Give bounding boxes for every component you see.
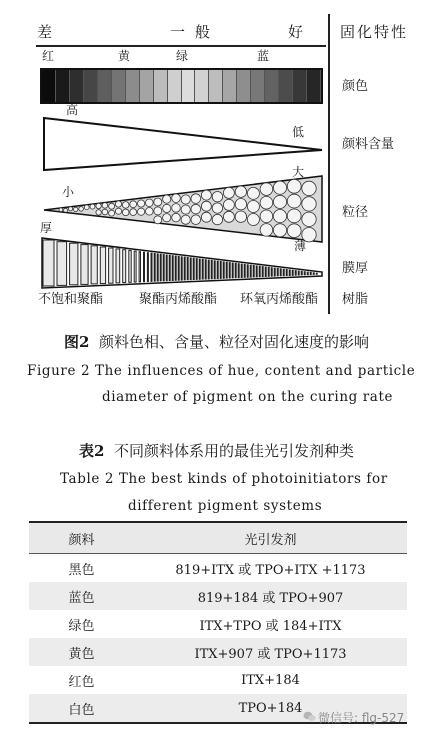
particle-circle <box>146 208 154 216</box>
thickness-slice <box>223 262 224 278</box>
thickness-slice <box>304 272 305 275</box>
thickness-slice <box>280 269 281 276</box>
thickness-slice <box>250 265 251 277</box>
thickness-slice <box>211 260 212 278</box>
thickness-slice <box>190 258 191 280</box>
particle-circle <box>260 210 273 223</box>
figure-caption-en-line2: diameter of pigment on the curing rate <box>102 389 394 405</box>
pigment-cell: 黄色 <box>68 646 95 662</box>
particle-circle <box>115 208 121 214</box>
thickness-slice <box>289 270 290 276</box>
particle-circle <box>235 186 246 197</box>
content-high-label: 高 <box>66 103 79 117</box>
row-label-particle-size: 粒径 <box>342 205 369 220</box>
particle-circle <box>201 190 211 200</box>
thickness-slice <box>134 251 136 282</box>
thickness-slice <box>241 264 242 277</box>
particle-circle <box>247 187 259 199</box>
watermark-text: 微信号: flg-527 <box>318 711 405 725</box>
header-photoinitiator: 光引发剂 <box>244 532 297 548</box>
colorbar-segment <box>126 70 140 102</box>
particle-circle <box>223 211 234 222</box>
thickness-slice <box>147 253 148 282</box>
thickness-slice <box>151 253 152 281</box>
table-title-en-line1: Table 2 The best kinds of photoinitiators for <box>60 471 388 487</box>
thickness-slice <box>274 268 275 276</box>
thickness-slice <box>259 266 260 277</box>
thickness-thin-label: 薄 <box>294 239 307 253</box>
thickness-slice <box>163 255 164 281</box>
particle-circle <box>273 210 286 223</box>
figure-caption-number: 图2 <box>64 333 90 351</box>
thickness-slice <box>262 267 263 277</box>
resin-unsaturated-polyester: 不饱和聚酯 <box>38 292 104 307</box>
hue-colorbar <box>40 68 323 104</box>
thickness-slice <box>139 252 140 282</box>
table-row <box>29 638 407 666</box>
thickness-slice <box>205 260 206 279</box>
thickness-thick-label: 厚 <box>40 221 53 235</box>
thickness-slice <box>184 257 185 280</box>
thickness-slice <box>172 256 173 281</box>
thickness-slice <box>116 249 120 283</box>
particle-circle <box>172 213 181 222</box>
thickness-slice <box>217 261 218 278</box>
figure-caption-text: 颜料色相、含量、粒径对固化速度的影响 <box>98 333 369 351</box>
particle-circle <box>84 205 89 210</box>
thickness-slice <box>235 263 236 277</box>
thickness-slice <box>100 247 105 284</box>
particle-circle <box>102 203 108 209</box>
particle-circle <box>146 199 154 207</box>
table-title-zh <box>0 442 433 460</box>
particle-circle <box>191 194 201 204</box>
particle-circle <box>109 210 115 216</box>
thickness-slice <box>298 271 299 275</box>
particle-circle <box>273 224 286 237</box>
table-row <box>29 666 407 694</box>
thickness-slice <box>265 267 266 277</box>
thickness-slice <box>214 261 215 279</box>
particle-circle <box>273 195 286 208</box>
thickness-slice <box>70 243 78 285</box>
particle-circle <box>191 204 201 214</box>
particle-circle <box>74 207 78 211</box>
particle-circle <box>130 201 137 208</box>
particle-circle <box>163 204 171 212</box>
thickness-slice <box>196 259 197 280</box>
particle-circle <box>260 196 273 209</box>
thickness-slice <box>160 254 161 281</box>
particle-circle <box>138 200 145 207</box>
table-row <box>29 554 407 582</box>
wechat-icon <box>303 711 316 722</box>
particle-circle <box>223 187 234 198</box>
pigment-cell: 绿色 <box>68 618 95 634</box>
colorbar-segment <box>84 70 98 102</box>
particle-circle <box>302 197 316 211</box>
thickness-slice <box>283 269 284 276</box>
header-pigment: 颜料 <box>68 532 95 548</box>
particle-circle <box>181 215 190 224</box>
thickness-slice <box>81 245 88 285</box>
table-title-text: 不同颜料体系用的最佳光引发剂种类 <box>113 442 354 460</box>
particle-circle <box>247 214 259 226</box>
row-label-film-thickness: 膜厚 <box>342 261 369 276</box>
thickness-slice <box>157 254 158 281</box>
resin-epoxy-acrylate: 环氧丙烯酸酯 <box>240 292 319 307</box>
particle-circle <box>223 199 234 210</box>
header-poor: 差 <box>37 23 53 41</box>
colorbar-segment <box>182 70 196 102</box>
color-red-label: 红 <box>42 49 55 63</box>
thickness-slice <box>187 258 188 280</box>
pigment-cell: 蓝色 <box>68 590 95 606</box>
thickness-slice <box>238 264 239 278</box>
thickness-slice <box>247 265 248 278</box>
particle-circle <box>260 183 273 196</box>
table-title-en-line2: different pigment systems <box>128 498 323 514</box>
particle-circle <box>287 194 301 208</box>
particle-circle <box>68 207 72 211</box>
color-blue-label: 蓝 <box>257 49 270 63</box>
colorbar-segment <box>279 70 293 102</box>
thickness-slice <box>91 246 97 284</box>
thickness-slice <box>178 256 179 280</box>
particle-circle <box>59 208 63 212</box>
column-divider <box>328 14 330 314</box>
thickness-slice <box>220 262 221 279</box>
thickness-slice <box>109 248 113 283</box>
table-row <box>29 610 407 638</box>
color-green-label: 绿 <box>176 49 189 63</box>
particle-circle <box>154 216 162 224</box>
particle-circle <box>172 194 181 203</box>
particle-circle <box>96 203 101 208</box>
figure-caption-zh <box>0 333 433 351</box>
particle-circle <box>212 214 222 224</box>
figure-2 <box>0 0 433 318</box>
colorbar-segment <box>293 70 307 102</box>
thickness-slice <box>268 267 269 276</box>
particle-size-wedge <box>36 170 328 244</box>
thickness-slice <box>244 264 245 277</box>
colorbar-segment <box>56 70 70 102</box>
thickness-slice <box>277 268 278 276</box>
initiator-cell: 819+ITX 或 TPO+ITX +1173 <box>175 562 366 578</box>
colorbar-segment <box>98 70 112 102</box>
particle-circle <box>96 210 101 215</box>
initiator-cell: TPO+184 <box>238 700 303 716</box>
thickness-slice <box>181 257 182 280</box>
content-low-label: 低 <box>292 125 305 139</box>
table-number: 表2 <box>79 442 105 460</box>
pigment-cell: 黑色 <box>68 562 95 578</box>
particle-small-label: 小 <box>62 185 75 199</box>
particle-circle <box>273 181 286 194</box>
thickness-slice <box>154 254 155 282</box>
thickness-slice <box>229 263 230 278</box>
particle-circle <box>122 209 129 216</box>
particle-circle <box>235 211 246 222</box>
thickness-slice <box>232 263 233 278</box>
row-label-resin: 树脂 <box>342 292 369 307</box>
thickness-slice <box>253 266 254 278</box>
particle-circle <box>64 208 68 212</box>
particle-circle <box>302 212 316 226</box>
content-wedge <box>36 112 328 176</box>
thickness-slice <box>310 272 311 274</box>
thickness-slice <box>175 256 176 280</box>
particle-circle <box>260 224 273 237</box>
particle-circle <box>235 199 246 210</box>
initiator-cell: 819+184 或 TPO+907 <box>197 590 344 606</box>
thickness-slice <box>144 252 145 282</box>
particle-circle <box>163 214 171 222</box>
header-rule <box>36 45 326 47</box>
thickness-slice <box>307 272 308 275</box>
particle-circle <box>109 203 115 209</box>
thickness-slice <box>57 242 67 286</box>
particle-circle <box>154 198 162 206</box>
figure-caption-en-line1: Figure 2 The influences of hue, content and particle <box>27 363 416 379</box>
particle-circle <box>163 195 171 203</box>
colorbar-segment <box>209 70 223 102</box>
particle-circle <box>201 212 211 222</box>
initiator-cell: ITX+184 <box>241 672 300 688</box>
colorbar-segment <box>307 70 321 102</box>
colorbar-segment <box>251 70 265 102</box>
row-label-hue: 颜色 <box>342 79 369 94</box>
colorbar-segment <box>140 70 154 102</box>
thickness-slice <box>271 268 272 277</box>
header-good: 好 <box>288 23 304 41</box>
particle-circle <box>90 204 95 209</box>
particle-circle <box>130 209 137 216</box>
colorbar-segment <box>265 70 279 102</box>
particle-circle <box>247 201 259 213</box>
colorbar-segment <box>223 70 237 102</box>
particle-circle <box>287 209 301 223</box>
particle-circle <box>201 201 211 211</box>
colorbar-segment <box>154 70 168 102</box>
thickness-slice <box>193 258 194 279</box>
table-row <box>29 582 407 610</box>
initiator-cell: ITX+907 或 TPO+1173 <box>194 646 347 662</box>
resin-polyester-acrylate: 聚酯丙烯酸酯 <box>139 292 218 307</box>
table-header-row <box>29 523 407 554</box>
thickness-slice <box>292 270 293 275</box>
particle-circle <box>212 192 222 202</box>
pigment-initiator-table <box>29 521 407 724</box>
thickness-slice <box>226 262 227 278</box>
colorbar-segment <box>195 70 209 102</box>
thickness-slice <box>166 255 167 281</box>
particle-circle <box>172 204 181 213</box>
initiator-cell: ITX+TPO 或 184+ITX <box>199 618 342 634</box>
row-label-content: 颜料含量 <box>342 137 395 152</box>
thickness-slice <box>208 260 209 279</box>
colorbar-segment <box>70 70 84 102</box>
thickness-slice <box>43 240 54 286</box>
particle-circle <box>302 181 316 195</box>
thickness-slice <box>256 266 257 277</box>
particle-circle <box>79 207 84 212</box>
particle-circle <box>191 215 201 225</box>
thickness-slice <box>301 271 302 275</box>
particle-circle <box>154 207 162 215</box>
thickness-slice <box>199 259 200 279</box>
colorbar-segment <box>168 70 182 102</box>
header-average: 一般 <box>170 23 221 41</box>
curing-property-title: 固化特性 <box>340 23 409 41</box>
pigment-cell: 红色 <box>68 674 95 690</box>
particle-large-label: 大 <box>292 165 305 179</box>
particle-circle <box>122 202 129 209</box>
particle-circle <box>115 201 121 207</box>
thickness-slice <box>316 273 317 274</box>
particle-circle <box>102 209 108 215</box>
particle-circle <box>138 208 145 215</box>
colorbar-segment <box>112 70 126 102</box>
particle-circle <box>287 179 301 193</box>
pigment-cell: 白色 <box>68 702 95 718</box>
thickness-slice <box>169 255 170 280</box>
thickness-slice <box>286 270 287 276</box>
thickness-slice <box>295 271 296 276</box>
particle-circle <box>181 195 190 204</box>
particle-circle <box>181 205 190 214</box>
thickness-slice <box>123 250 126 283</box>
film-thickness-wedge <box>36 236 328 292</box>
particle-circle <box>212 203 222 213</box>
color-yellow-label: 黄 <box>118 49 131 63</box>
colorbar-segment <box>237 70 251 102</box>
thickness-slice <box>313 273 314 275</box>
colorbar-segment <box>42 70 56 102</box>
thickness-slice <box>129 250 131 282</box>
thickness-slice <box>202 259 203 279</box>
